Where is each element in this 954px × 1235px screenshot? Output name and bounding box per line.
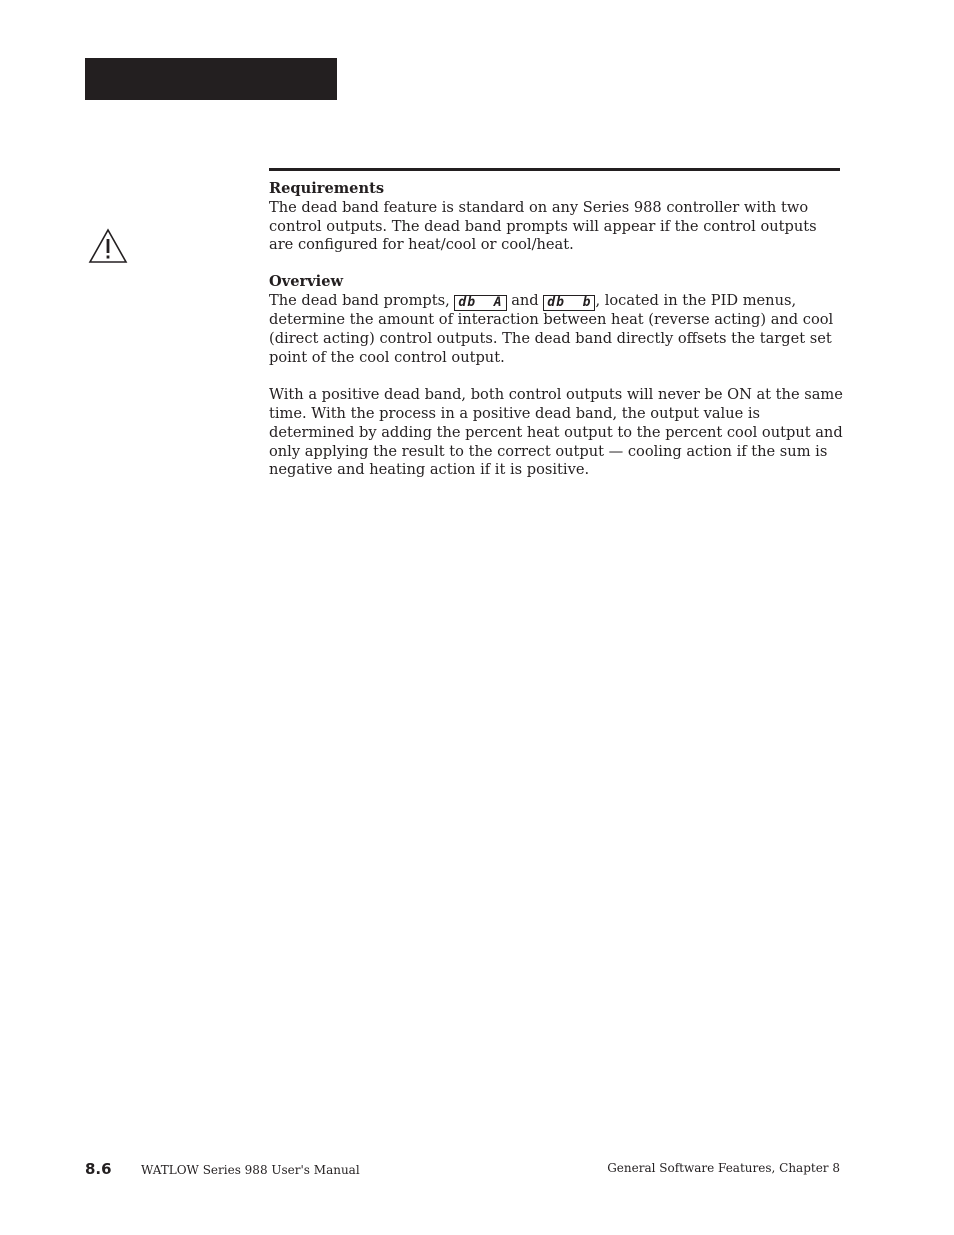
main-content	[269, 180, 844, 480]
section-rule	[269, 168, 840, 171]
overview-text-start: The dead band prompts,	[269, 291, 455, 309]
prompt-db-a: db A	[454, 295, 506, 311]
requirements-heading: Requirements	[269, 180, 385, 197]
chapter-title: General Software Features, Chapter 8	[607, 1161, 840, 1175]
overview-paragraph-1	[269, 292, 844, 367]
overview-paragraph-2: With a positive dead band, both control outputs will never be ON at the same time. With the process in a positive dead band, the output value is determined by adding the percent heat output to the percent cool output and only applying the result to the correct output — cooling action if the sum is negative and heating action if it is positive.	[269, 386, 843, 479]
overview-text-and: and	[506, 291, 544, 309]
overview-heading: Overview	[269, 273, 344, 291]
overview-text-end: , located in the PID menus, determine the amount of interaction between heat (reverse acting) and cool (direct acting) control outputs. The dead band directly offsets the target set point of the cool control output.	[269, 291, 834, 366]
header-bar	[85, 58, 337, 100]
manual-title: WATLOW Series 988 User's Manual	[141, 1163, 360, 1177]
prompt-db-b: db b	[543, 295, 595, 311]
requirements-text: The dead band feature is standard on any Series 988 controller with two control outputs. The dead band prompts will appear if the control outputs are configured for heat/cool or cool/heat.	[269, 198, 817, 254]
page-number: 8.6	[85, 1160, 112, 1178]
warning-icon	[88, 228, 128, 264]
